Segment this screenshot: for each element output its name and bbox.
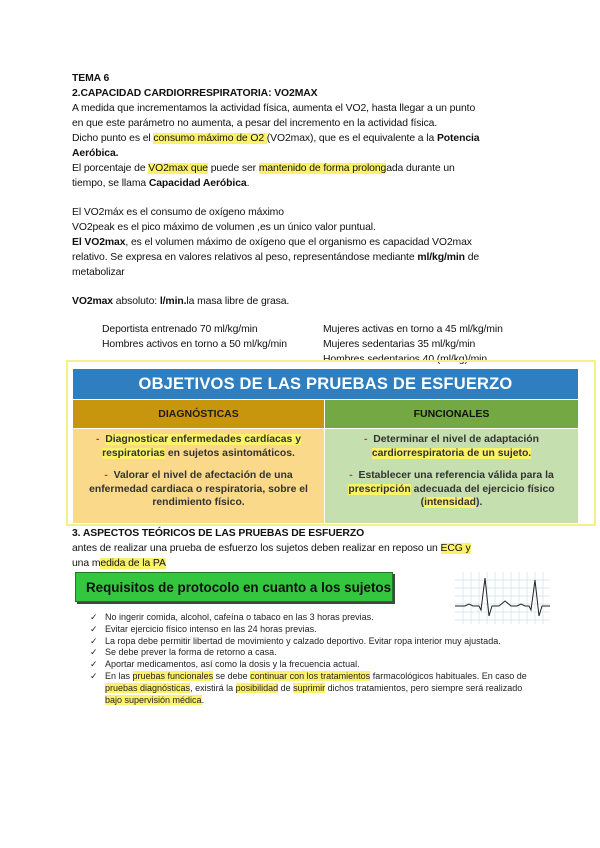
highlighted-text: intensidad (424, 497, 477, 508)
para1-line4 (72, 146, 118, 162)
diagnosticas-header: DIAGNÓSTICAS (73, 400, 324, 428)
diagnosticas-item-2 (79, 469, 318, 510)
check-icon: ✓ (90, 670, 98, 681)
text-span: Valorar el nivel de afectación de una enfermedad cardiaca o respiratoria, sobre el rendimiento físico. (89, 470, 308, 508)
list-item-text: No ingerir comida, alcohol, cafeína o tabaco en las 3 horas previas. (105, 612, 374, 622)
protocol-checklist (90, 612, 590, 706)
text-span: farmacológicos habituales. En caso de (370, 670, 527, 681)
list-item-text: La ropa debe permitir libertad de movimiento y calzado deportivo. Evitar ropa interior muy ajustada. (105, 635, 501, 646)
funcionales-header: FUNCIONALES (325, 400, 578, 428)
bold-text: Potencia (436, 133, 480, 144)
check-icon: ✓ (90, 647, 98, 658)
highlighted-text: continuar con los tratamientos (250, 670, 371, 681)
funcionales-item-2 (331, 469, 572, 510)
highlighted-text: consumo máximo de O2 (153, 133, 267, 144)
para2-line4 (72, 250, 479, 266)
dash-marker: - (349, 470, 353, 481)
text-span: . (246, 178, 250, 189)
dash-marker: - (95, 434, 100, 445)
dash-marker: - (364, 434, 368, 445)
list-item (90, 647, 590, 659)
check-icon: ✓ (90, 659, 98, 670)
value-hombres-sedentarios: Hombres sedentarios 40 (ml/kg)/min. (323, 354, 490, 365)
para2-line3 (72, 235, 472, 251)
text-span: una m (72, 558, 101, 569)
check-icon: ✓ (90, 623, 98, 634)
text-span: relativo. Se expresa en valores relativos al peso, representándose mediante (72, 252, 418, 263)
para1-line3 (72, 131, 479, 147)
para1-line6 (72, 176, 249, 192)
text-span: de (278, 682, 294, 693)
value-hombres-activos: Hombres activos en torno a 50 ml/kg/min (102, 339, 287, 350)
text-span: , existirá la (190, 682, 236, 693)
highlighted-text: prescripción (348, 483, 411, 495)
text-span: (VO2max), que es el equivalente a la (266, 133, 437, 144)
highlighted-text: bajo supervisión médica (105, 694, 202, 705)
tema-label: TEMA 6 (72, 73, 110, 84)
value-mujeres-sedentarias: Mujeres sedentarias 35 ml/kg/min (323, 339, 476, 350)
highlighted-text: VO2max que (148, 163, 208, 174)
text-span: , es el volumen máximo de oxígeno que el organismo es capacidad VO2max (125, 237, 472, 248)
list-item (90, 612, 590, 624)
bold-text: El VO2max (72, 237, 126, 248)
text-span: ada durante un (386, 163, 455, 174)
check-icon: ✓ (90, 635, 98, 646)
bold-text: l/min. (159, 296, 187, 307)
para3-line (72, 294, 289, 310)
para2-line2: VO2peak es el pico máximo de volumen ,es un único valor puntual. (72, 222, 376, 233)
text-span: puede ser (207, 163, 259, 174)
highlighted-text: edida de la PA (100, 558, 166, 569)
text-span: la masa libre de grasa. (186, 296, 290, 307)
list-item (90, 671, 590, 706)
diagnosticas-body (73, 429, 324, 523)
bold-text: Capacidad Aeróbica (148, 178, 247, 189)
list-item-text: Evitar ejercicio físico intenso en las 24 horas previas. (105, 623, 317, 634)
value-deportista: Deportista entrenado 70 ml/kg/min (102, 324, 258, 335)
highlighted-text: Diagnosticar enfermedades cardíacas y respiratorias (102, 434, 302, 459)
list-item-text: Aportar medicamentos, así como la dosis y la frecuencia actual. (105, 659, 360, 670)
text-span: El porcentaje de (72, 163, 149, 174)
text-span: antes de realizar una prueba de esfuerzo los sujetos deben realizar en reposo un (72, 543, 441, 554)
highlighted-text: cardiorrespiratoria de un sujeto. (371, 447, 532, 459)
highlighted-text: suprimir (293, 682, 326, 693)
text-span: se debe (213, 670, 251, 681)
highlighted-text: pruebas diagnósticas (105, 682, 191, 693)
para2-line1: El VO2máx es el consumo de oxígeno máximo (72, 207, 284, 218)
para1-line1: A medida que incrementamos la actividad física, aumenta el VO2, hasta llegar a un punto (72, 103, 476, 114)
text-span: Determinar el nivel de adaptación (373, 434, 539, 445)
section3-line1 (72, 541, 471, 557)
bold-text: Aeróbica. (72, 148, 119, 159)
text-span: Dicho punto es el (72, 133, 154, 144)
section3-title: 3. ASPECTOS TEÓRICOS DE LAS PRUEBAS DE ESFUERZO (72, 528, 365, 539)
funcionales-item-1 (331, 433, 572, 460)
check-icon: ✓ (90, 612, 98, 622)
text-span: tiempo, se llama (72, 178, 149, 189)
para1-line5 (72, 161, 455, 177)
diagnosticas-item-1 (79, 433, 318, 460)
highlighted-text: pruebas funcionales (132, 670, 214, 681)
text-span: En las (105, 670, 133, 681)
list-item (90, 636, 590, 648)
highlighted-text: ECG y (440, 543, 471, 554)
text-span: en sujetos asintomáticos. (165, 447, 295, 459)
text-span: Establecer una referencia válida para la (358, 470, 554, 481)
text-span: dichos tratamientos, pero siempre será realizado (325, 682, 523, 693)
objetivos-title: OBJETIVOS DE LAS PRUEBAS DE ESFUERZO (73, 369, 578, 399)
text-span: de (464, 252, 480, 263)
text-span: adecuada del ejercicio físico ( (410, 483, 555, 508)
para2-line5: metabolizar (72, 267, 125, 278)
text-span: . (201, 694, 205, 705)
highlighted-text: mantenido de forma prolong (258, 163, 387, 174)
text-span: ). (476, 497, 483, 508)
value-mujeres-activas: Mujeres activas en torno a 45 ml/kg/min (323, 324, 503, 335)
text-span: absoluto: (113, 296, 160, 307)
section3-line2 (72, 556, 166, 572)
dash-marker: - (104, 470, 108, 481)
highlighted-text: posibilidad (235, 682, 279, 693)
bold-text: VO2max (72, 296, 113, 307)
requisitos-title-box: Requisitos de protocolo en cuanto a los sujetos (75, 572, 393, 602)
list-item (90, 624, 590, 636)
list-item-text: Se debe prever la forma de retorno a casa. (105, 647, 277, 658)
funcionales-body (325, 429, 578, 523)
bold-text: ml/kg/min (417, 252, 465, 263)
section2-title: 2.CAPACIDAD CARDIORRESPIRATORIA: VO2MAX (72, 88, 318, 99)
para1-line2: en que este parámetro no aumenta, a pesar del incremento en la actividad física. (72, 118, 438, 129)
list-item (90, 659, 590, 671)
